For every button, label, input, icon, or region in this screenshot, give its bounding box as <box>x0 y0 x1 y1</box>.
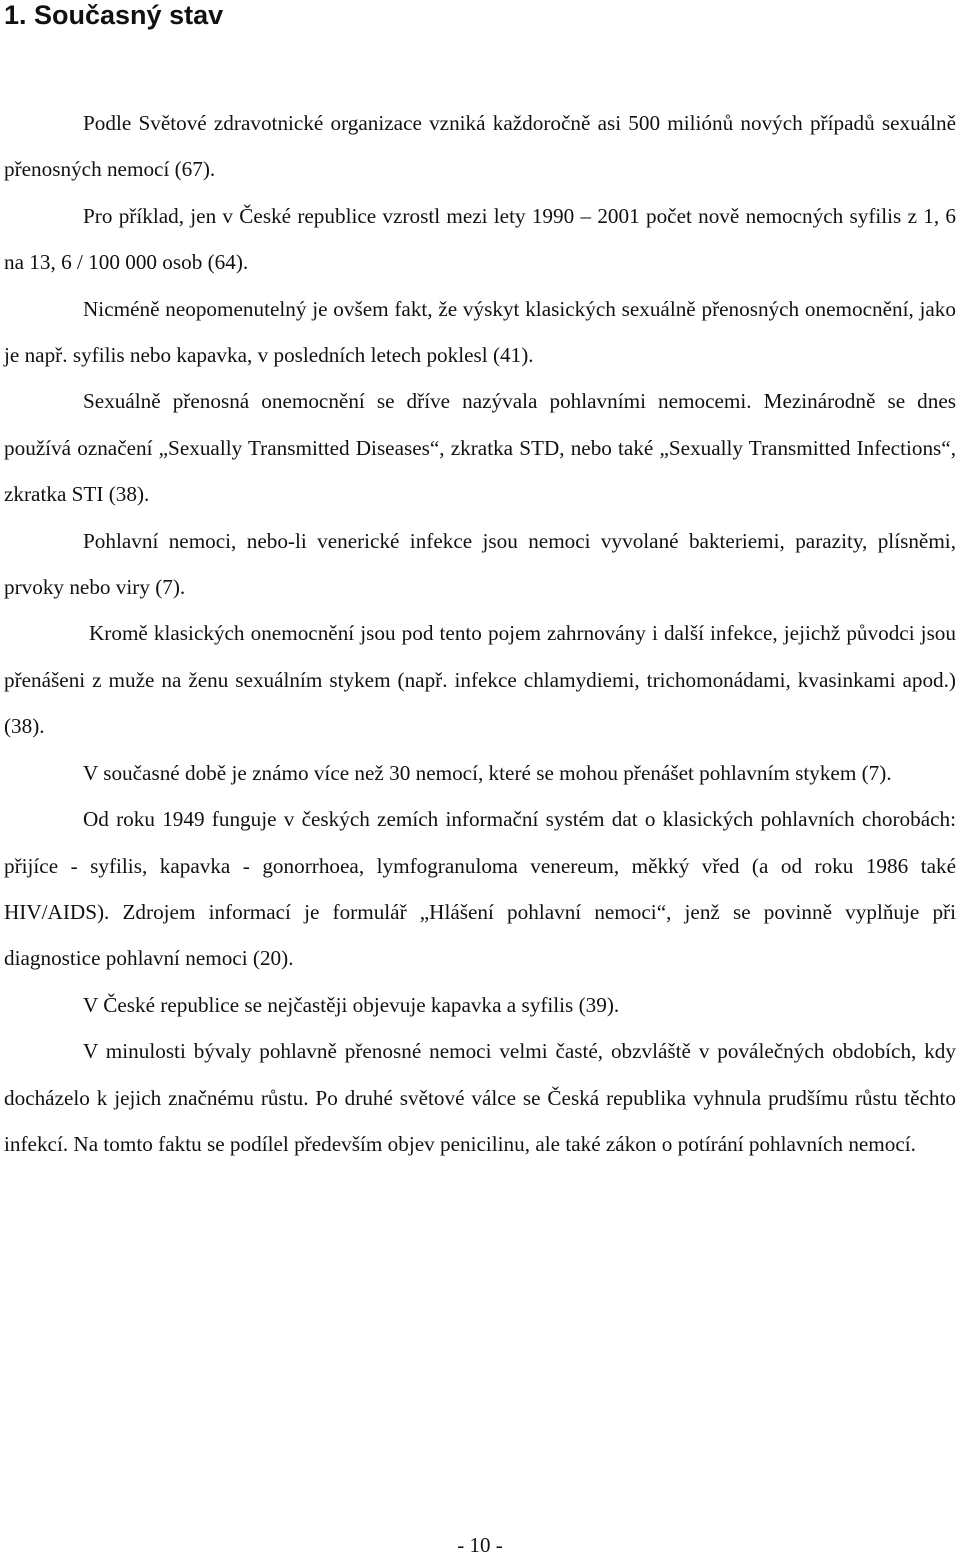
section-heading: 1. Současný stav <box>4 0 224 30</box>
paragraph-10: V minulosti bývaly pohlavně přenosné nemoci velmi časté, obzvláště v poválečných obdobích, kdy docházelo k jejich značnému růstu. Po druhé světové válce se Česká republika vyhnula prudšímu růstu těchto infekcí. Na tomto faktu se podílel především objev penicilinu, ale také zákon o potírání pohlavních nemocí. <box>4 1039 956 1156</box>
paragraph-4: Sexuálně přenosná onemocnění se dříve nazývala pohlavními nemocemi. Mezinárodně se dnes používá označení „Sexually Transmitted Diseases“, zkratka STD, nebo také „Sexually Transmitted Infections“, zkratka STI (38). <box>4 389 956 507</box>
paragraph-2: Pro příklad, jen v České republice vzrostl mezi lety 1990 – 2001 počet nově nemocných syfilis z 1, 6 na 13, 6 / 100 000 osob (64). <box>4 203 956 275</box>
paragraph-1: Podle Světové zdravotnické organizace vzniká každoročně asi 500 miliónů nových případů sexuálně přenosných nemocí (67). <box>4 111 956 182</box>
paragraph-3: Nicméně neopomenutelný je ovšem fakt, že výskyt klasických sexuálně přenosných onemocnění, jako je např. syfilis nebo kapavka, v posledních letech poklesl (41). <box>4 296 956 368</box>
paragraph-8: Od roku 1949 funguje v českých zemích informační systém dat o klasických pohlavních chorobách: přijíce - syfilis, kapavka - gonorrhoea, lymfogranuloma venereum, měkký vřed (a od roku 1986 také HIV/AIDS). Zdrojem informací je formulář „Hlášení pohlavní nemoci“, jenž se povinně vyplňuje při diagnostice pohlavní nemoci (20). <box>4 807 956 971</box>
paragraph-5: Pohlavní nemoci, nebo-li venerické infekce jsou nemoci vyvolané bakteriemi, parazity, plísněmi, prvoky nebo viry (7). <box>4 528 956 600</box>
page-number: - 10 - <box>457 1533 503 1557</box>
paragraph-9: V České republice se nejčastěji objevuje kapavka a syfilis (39). <box>83 992 620 1017</box>
body-text <box>4 100 956 1167</box>
paragraph-6: Kromě klasických onemocnění jsou pod tento pojem zahrnovány i další infekce, jejichž původci jsou přenášeni z muže na ženu sexuálním stykem (např. infekce chlamydiemi, trichomonádami, kvasinkami apod.) (38). <box>4 621 956 739</box>
paragraph-7: V současné době je známo více než 30 nemocí, které se mohou přenášet pohlavním stykem (7). <box>83 760 892 785</box>
